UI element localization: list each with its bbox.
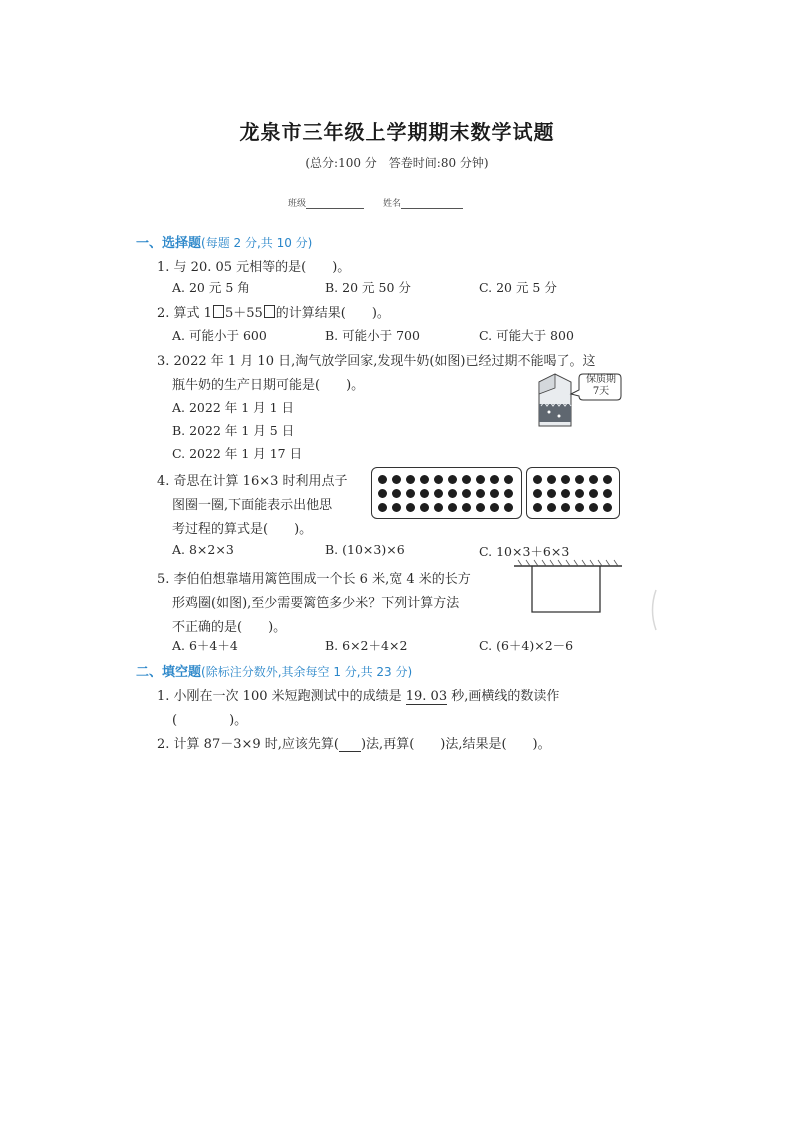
name-blank [401,198,463,209]
answer-blank [339,739,361,752]
q2-text-mid: 5＋55 [224,306,263,321]
exam-subtitle: (总分:100 分 答卷时间:80 分钟) [305,156,489,170]
option-c: C. (6＋4)×2－6 [479,638,574,653]
dot [476,489,485,498]
option-a: A. 20 元 5 角 [172,280,250,295]
q2-text-start: 2. 算式 1 [157,306,212,321]
dot [462,475,471,484]
name-field [383,196,463,209]
dot [575,475,584,484]
dot [504,503,513,512]
option-c: C. 20 元 5 分 [479,280,557,295]
dot [603,489,612,498]
question-1-4-line1: 4. 奇思在计算 16×3 时利用点子 [157,474,348,489]
q2-2-text-end: )法,再算( )法,结果是( )。 [360,737,551,752]
dot [547,475,556,484]
dot [504,489,513,498]
q2-text-end: 的计算结果( )。 [275,306,390,321]
dot [575,489,584,498]
question-1-5-line3: 不正确的是( )。 [172,620,287,635]
dot [378,503,387,512]
question-1-5-line2: 形鸡圈(如图),至少需要篱笆多少米？下列计算方法 [172,596,460,611]
dot [392,489,401,498]
class-blank [306,198,364,209]
underlined-number: 19. 03 [405,689,448,704]
question-1-5-line1: 5. 李伯伯想靠墙用篱笆围成一个长 6 米,宽 4 米的长方 [157,572,471,587]
dot [448,489,457,498]
dot [561,489,570,498]
question-1-1: 1. 与 20. 05 元相等的是( )。 [157,260,351,275]
bubble-text-1: 保质期 [586,374,616,385]
dot [392,503,401,512]
dot [533,489,542,498]
name-label: 姓名 [383,199,402,209]
q2-1-text-start: 1. 小刚在一次 100 米短跑测试中的成绩是 [157,689,406,704]
dot [589,489,598,498]
question-1-4-line2: 图圈一圈,下面能表示出他思 [172,498,333,513]
page-edge-mark [648,588,658,632]
section-1-title: 一、选择题 [136,236,202,251]
dot [420,503,429,512]
dot [589,475,598,484]
page-title: 龙泉市三年级上学期期末数学试题 [239,120,555,144]
q2-1-text-end: 秒,画横线的数读作 [447,689,560,704]
option-c: C. 2022 年 1 月 17 日 [172,446,303,461]
dot [504,475,513,484]
shelf-life-bubble [581,374,621,398]
dot [406,475,415,484]
dot [490,475,499,484]
dot [490,489,499,498]
dot [406,489,415,498]
dot [476,475,485,484]
option-b: B. 2022 年 1 月 5 日 [172,423,295,438]
dot [575,503,584,512]
box-symbol [264,305,275,318]
dot [392,475,401,484]
option-b: B. (10×3)×6 [325,542,405,557]
section-2-heading [136,661,412,680]
option-c: C. 10×3＋6×3 [479,544,570,559]
dot [533,503,542,512]
dot [448,475,457,484]
option-a: A. 8×2×3 [172,542,234,557]
dot [603,503,612,512]
question-1-3-line1: 3. 2022 年 1 月 10 日,淘气放学回家,发现牛奶(如图)已经过期不能喝了。这 [157,354,596,369]
dot [589,503,598,512]
dot [490,503,499,512]
dot [476,503,485,512]
dot [434,503,443,512]
dot [434,475,443,484]
option-a: A. 6＋4＋4 [172,638,238,653]
option-b: B. 可能小于 700 [325,328,420,343]
dot [561,475,570,484]
dot [547,489,556,498]
dot [533,475,542,484]
question-2-2 [157,733,551,752]
dot [462,503,471,512]
bubble-text-2: 7天 [592,386,610,397]
q2-2-text-start: 2. 计算 87－3×9 时,应该先算( [157,737,339,752]
dot [420,475,429,484]
dot [420,489,429,498]
section-2-title: 二、填空题 [136,665,202,680]
section-2-note: (除标注分数外,其余每空 1 分,共 23 分) [201,665,413,679]
question-2-1-line1 [157,685,559,704]
section-1-heading [136,232,312,251]
question-1-3-line2: 瓶牛奶的生产日期可能是( )。 [172,378,365,393]
question-2-1-line2: ( )。 [172,713,248,728]
dot [547,503,556,512]
dot [378,475,387,484]
dot [561,503,570,512]
class-field [288,196,364,209]
dot [378,489,387,498]
dot [462,489,471,498]
dot [448,503,457,512]
option-a: A. 可能小于 600 [172,328,267,343]
option-b: B. 6×2＋4×2 [325,638,408,653]
class-label: 班级 [288,199,307,209]
box-symbol [213,305,224,318]
option-a: A. 2022 年 1 月 1 日 [172,400,295,415]
option-c: C. 可能大于 800 [479,328,574,343]
wall-fence-diagram [512,558,624,618]
dot [406,503,415,512]
dot [434,489,443,498]
section-1-note: (每题 2 分,共 10 分) [201,236,313,250]
question-1-2 [157,302,390,321]
dot [603,475,612,484]
option-b: B. 20 元 50 分 [325,280,411,295]
question-1-4-line3: 考过程的算式是( )。 [172,522,313,537]
